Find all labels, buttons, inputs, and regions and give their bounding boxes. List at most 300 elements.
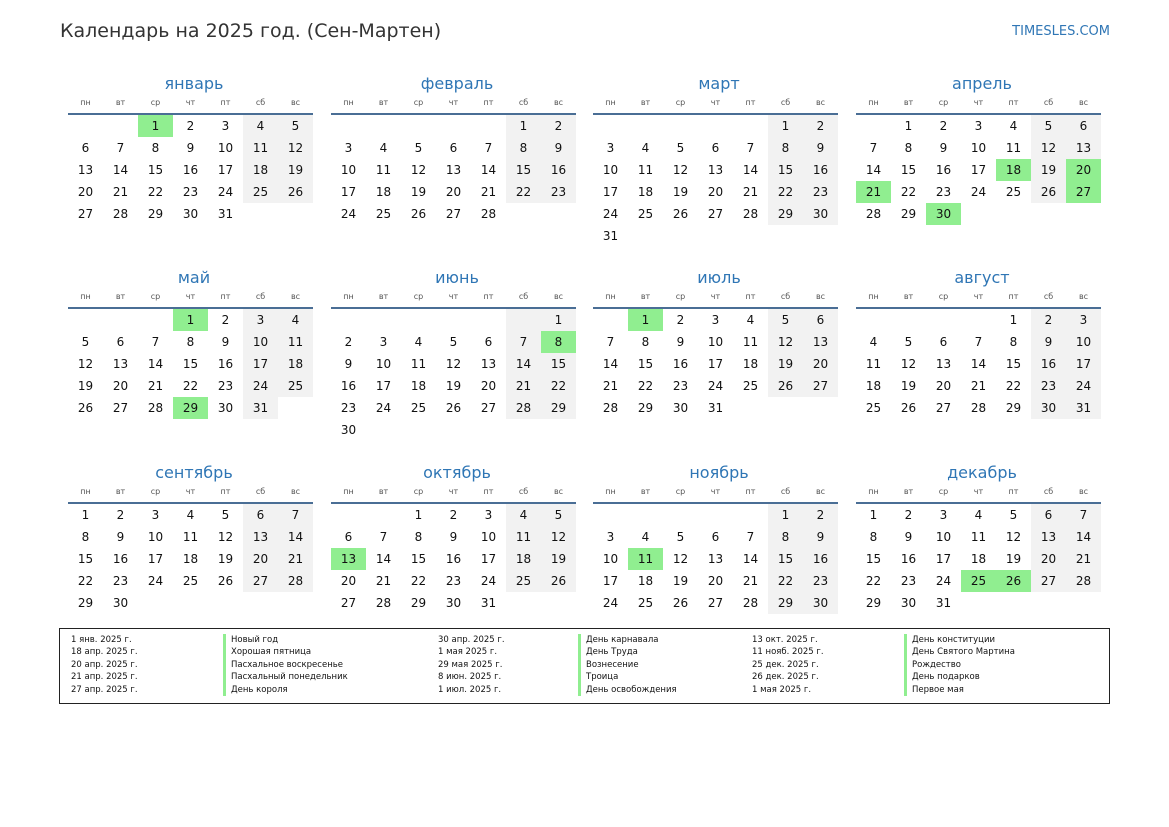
empty-cell — [401, 309, 436, 331]
day-cell: 13 — [1066, 137, 1101, 159]
weekday-label: пн — [80, 98, 91, 107]
holiday-day-cell: 1 — [138, 115, 173, 137]
legend-holiday-name: День карнавала — [578, 634, 677, 646]
empty-cell — [103, 115, 138, 137]
day-cell: 17 — [970, 163, 987, 177]
day-cell: 2 — [803, 504, 838, 526]
day-cell: 22 — [865, 574, 882, 588]
day-cell: 19 — [900, 379, 917, 393]
weekday-label: сб — [255, 487, 266, 496]
empty-cell — [663, 115, 698, 137]
day-cell: 12 — [278, 137, 313, 159]
legend-holiday-name: Новый год — [223, 634, 348, 646]
weekday-label: чт — [185, 98, 196, 107]
day-cell: 16 — [672, 357, 689, 371]
day-cell: 12 — [77, 357, 94, 371]
day-cell: 16 — [182, 163, 199, 177]
day-cell: 6 — [116, 335, 125, 349]
month-name: ноябрь — [689, 463, 749, 482]
legend-holiday-name: Хорошая пятница — [223, 646, 348, 658]
empty-cell — [366, 504, 401, 526]
legend-dates-2 — [438, 634, 505, 696]
legend-date: 26 дек. 2025 г. — [752, 672, 819, 683]
empty-cell — [471, 309, 506, 331]
weekday-header — [856, 96, 1101, 110]
day-cell: 22 — [410, 574, 427, 588]
day-cell: 1 — [768, 504, 803, 526]
day-cell: 29 — [541, 397, 576, 419]
day-cell: 14 — [742, 552, 759, 566]
day-cell: 3 — [379, 335, 388, 349]
day-cell: 5 — [676, 141, 685, 155]
page-title: Календарь на 2025 год. (Сен-Мартен) — [60, 20, 442, 42]
holiday-day-cell: 1 — [173, 309, 208, 331]
month-5 — [68, 267, 313, 419]
day-cell: 16 — [112, 552, 129, 566]
day-cell: 4 — [641, 141, 650, 155]
empty-cell — [68, 115, 103, 137]
weekday-header — [331, 485, 576, 499]
day-cell: 6 — [939, 335, 948, 349]
legend-names-2 — [578, 634, 677, 696]
weekday-header — [331, 290, 576, 304]
day-grid — [593, 504, 838, 614]
empty-cell — [401, 115, 436, 137]
month-11 — [593, 462, 838, 614]
day-cell: 6 — [1066, 115, 1101, 137]
day-cell: 31 — [217, 207, 234, 221]
empty-cell — [506, 309, 541, 331]
day-cell: 3 — [221, 119, 230, 133]
empty-cell — [593, 115, 628, 137]
day-cell: 18 — [243, 159, 278, 181]
day-cell: 13 — [445, 163, 462, 177]
empty-cell — [733, 504, 768, 526]
legend-holiday-name: День Святого Мартина — [904, 646, 1015, 658]
day-cell: 21 — [480, 185, 497, 199]
month-1 — [68, 73, 313, 225]
weekday-label: вт — [378, 98, 389, 107]
legend-holiday-name: Троица — [578, 671, 677, 683]
day-cell: 10 — [1066, 331, 1101, 353]
day-cell: 26 — [672, 207, 689, 221]
day-cell: 14 — [112, 163, 129, 177]
day-cell: 11 — [506, 526, 541, 548]
day-cell: 28 — [602, 401, 619, 415]
legend-date: 1 янв. 2025 г. — [71, 635, 132, 645]
day-cell: 6 — [344, 530, 353, 544]
day-cell: 16 — [541, 159, 576, 181]
day-cell: 16 — [445, 552, 462, 566]
day-cell: 4 — [379, 141, 388, 155]
day-cell: 18 — [278, 353, 313, 375]
weekday-label: пн — [80, 292, 91, 301]
empty-cell — [698, 115, 733, 137]
empty-cell — [733, 115, 768, 137]
holiday-day-cell: 13 — [331, 548, 366, 570]
holiday-legend — [59, 628, 1110, 704]
day-cell: 14 — [278, 526, 313, 548]
day-cell: 5 — [414, 141, 423, 155]
day-cell: 19 — [672, 185, 689, 199]
weekday-label: сб — [780, 292, 791, 301]
day-cell: 23 — [803, 570, 838, 592]
empty-cell — [436, 309, 471, 331]
empty-cell — [926, 309, 961, 331]
day-cell: 5 — [676, 530, 685, 544]
day-cell: 18 — [182, 552, 199, 566]
holiday-day-cell: 11 — [628, 548, 663, 570]
weekday-label: пт — [483, 487, 494, 496]
day-cell: 22 — [77, 574, 94, 588]
day-cell: 17 — [602, 185, 619, 199]
day-cell: 6 — [449, 141, 458, 155]
day-cell: 2 — [541, 115, 576, 137]
day-cell: 3 — [974, 119, 983, 133]
day-cell: 10 — [340, 163, 357, 177]
day-cell: 1 — [904, 119, 913, 133]
day-cell: 1 — [768, 115, 803, 137]
day-cell: 5 — [221, 508, 230, 522]
day-cell: 27 — [935, 401, 952, 415]
day-cell: 14 — [602, 357, 619, 371]
weekday-label: пт — [483, 292, 494, 301]
empty-cell — [68, 309, 103, 331]
day-cell: 26 — [541, 570, 576, 592]
day-cell: 4 — [974, 508, 983, 522]
legend-date: 18 апр. 2025 г. — [71, 647, 138, 658]
day-cell: 10 — [970, 141, 987, 155]
day-cell: 9 — [676, 335, 685, 349]
empty-cell — [331, 504, 366, 526]
day-cell: 4 — [746, 313, 755, 327]
day-cell: 10 — [375, 357, 392, 371]
day-cell: 8 — [768, 137, 803, 159]
day-cell: 12 — [445, 357, 462, 371]
legend-date: 1 мая 2025 г. — [752, 684, 812, 695]
day-cell: 26 — [900, 401, 917, 415]
weekday-label: вс — [1078, 487, 1089, 496]
legend-date: 8 июн. 2025 г. — [438, 672, 502, 683]
day-cell: 3 — [939, 508, 948, 522]
day-cell: 21 — [112, 185, 129, 199]
day-grid — [68, 504, 313, 614]
month-9 — [68, 462, 313, 614]
day-cell: 13 — [707, 552, 724, 566]
weekday-label: вс — [1078, 98, 1089, 107]
day-cell: 23 — [672, 379, 689, 393]
day-cell: 27 — [1031, 570, 1066, 592]
site-link[interactable]: TIMESLES.COM — [1012, 24, 1110, 39]
day-cell: 24 — [147, 574, 164, 588]
day-cell: 5 — [1009, 508, 1018, 522]
legend-holiday-name: Пасхальное воскресенье — [223, 659, 348, 671]
empty-cell — [103, 309, 138, 331]
day-cell: 16 — [340, 379, 357, 393]
weekday-header — [68, 485, 313, 499]
empty-cell — [856, 115, 891, 137]
day-cell: 22 — [182, 379, 199, 393]
day-cell: 28 — [1066, 570, 1101, 592]
weekday-label: сб — [518, 487, 529, 496]
day-cell: 17 — [375, 379, 392, 393]
day-cell: 8 — [869, 530, 878, 544]
day-cell: 11 — [865, 357, 882, 371]
day-cell: 27 — [707, 207, 724, 221]
day-cell: 7 — [379, 530, 388, 544]
day-cell: 22 — [768, 570, 803, 592]
weekday-label: чт — [710, 487, 721, 496]
day-cell: 17 — [707, 357, 724, 371]
empty-cell — [593, 309, 628, 331]
day-cell: 11 — [182, 530, 199, 544]
day-cell: 2 — [904, 508, 913, 522]
holiday-day-cell: 21 — [856, 181, 891, 203]
day-cell: 13 — [1031, 526, 1066, 548]
day-cell: 25 — [243, 181, 278, 203]
day-cell: 14 — [375, 552, 392, 566]
day-cell: 17 — [480, 552, 497, 566]
day-cell: 15 — [182, 357, 199, 371]
day-cell: 19 — [672, 574, 689, 588]
day-cell: 31 — [935, 596, 952, 610]
weekday-label: вт — [115, 487, 126, 496]
day-cell: 18 — [637, 574, 654, 588]
day-cell: 23 — [340, 401, 357, 415]
weekday-label: пн — [868, 292, 879, 301]
weekday-label: сб — [1043, 98, 1054, 107]
day-cell: 2 — [803, 115, 838, 137]
weekday-label: ср — [938, 487, 949, 496]
day-cell: 12 — [217, 530, 234, 544]
weekday-label: вс — [290, 487, 301, 496]
day-cell: 9 — [939, 141, 948, 155]
day-cell: 30 — [182, 207, 199, 221]
empty-cell — [891, 309, 926, 331]
weekday-header — [68, 290, 313, 304]
day-cell: 14 — [742, 163, 759, 177]
day-cell: 9 — [904, 530, 913, 544]
day-cell: 15 — [637, 357, 654, 371]
weekday-label: чт — [185, 292, 196, 301]
day-cell: 3 — [711, 313, 720, 327]
weekday-label: чт — [973, 292, 984, 301]
day-cell: 2 — [116, 508, 125, 522]
weekday-label: пн — [605, 98, 616, 107]
weekday-label: ср — [150, 98, 161, 107]
legend-holiday-name: День конституции — [904, 634, 1015, 646]
day-cell: 23 — [217, 379, 234, 393]
day-cell: 5 — [541, 504, 576, 526]
weekday-label: сб — [255, 98, 266, 107]
weekday-label: пт — [1008, 98, 1019, 107]
day-cell: 22 — [637, 379, 654, 393]
legend-date: 25 дек. 2025 г. — [752, 659, 819, 670]
day-cell: 20 — [445, 185, 462, 199]
weekday-label: ср — [413, 292, 424, 301]
day-grid — [331, 504, 576, 614]
day-cell: 19 — [445, 379, 462, 393]
day-cell: 7 — [116, 141, 125, 155]
day-cell: 7 — [484, 141, 493, 155]
holiday-day-cell: 8 — [541, 331, 576, 353]
day-cell: 3 — [344, 141, 353, 155]
empty-cell — [138, 309, 173, 331]
legend-holiday-name: Первое мая — [904, 684, 1015, 696]
day-cell: 2 — [676, 313, 685, 327]
weekday-label: сб — [255, 292, 266, 301]
day-cell: 11 — [375, 163, 392, 177]
day-cell: 9 — [541, 137, 576, 159]
weekday-header — [331, 96, 576, 110]
day-cell: 29 — [637, 401, 654, 415]
day-cell: 21 — [506, 375, 541, 397]
weekday-label: пн — [343, 487, 354, 496]
weekday-label: чт — [710, 98, 721, 107]
holiday-day-cell: 1 — [628, 309, 663, 331]
day-cell: 11 — [970, 530, 987, 544]
holiday-day-cell: 25 — [961, 570, 996, 592]
day-cell: 29 — [768, 203, 803, 225]
day-cell: 15 — [506, 159, 541, 181]
weekday-label: вт — [903, 487, 914, 496]
day-cell: 6 — [243, 504, 278, 526]
day-cell: 11 — [278, 331, 313, 353]
legend-dates-1 — [71, 634, 138, 696]
weekday-label: ср — [150, 292, 161, 301]
weekday-label: вс — [290, 292, 301, 301]
day-cell: 23 — [541, 181, 576, 203]
weekday-label: вс — [553, 292, 564, 301]
day-cell: 2 — [186, 119, 195, 133]
day-cell: 16 — [900, 552, 917, 566]
day-cell: 29 — [410, 596, 427, 610]
weekday-label: вс — [290, 98, 301, 107]
day-cell: 18 — [865, 379, 882, 393]
day-cell: 22 — [541, 375, 576, 397]
month-name: май — [177, 268, 211, 287]
day-cell: 19 — [278, 159, 313, 181]
day-cell: 8 — [506, 137, 541, 159]
empty-cell — [628, 504, 663, 526]
day-cell: 26 — [217, 574, 234, 588]
legend-holiday-name: Пасхальный понедельник — [223, 671, 348, 683]
day-cell: 21 — [602, 379, 619, 393]
day-cell: 25 — [637, 207, 654, 221]
day-cell: 17 — [935, 552, 952, 566]
day-cell: 19 — [217, 552, 234, 566]
day-cell: 7 — [506, 331, 541, 353]
empty-cell — [628, 115, 663, 137]
empty-cell — [856, 309, 891, 331]
weekday-label: ср — [675, 292, 686, 301]
day-cell: 10 — [480, 530, 497, 544]
day-cell: 1 — [81, 508, 90, 522]
day-cell: 16 — [217, 357, 234, 371]
day-cell: 12 — [672, 163, 689, 177]
day-cell: 28 — [480, 207, 497, 221]
weekday-label: чт — [710, 292, 721, 301]
day-cell: 5 — [1031, 115, 1066, 137]
day-cell: 1 — [541, 309, 576, 331]
legend-date: 27 апр. 2025 г. — [71, 684, 138, 695]
legend-dates-3 — [752, 634, 824, 696]
weekday-label: вт — [903, 98, 914, 107]
empty-cell — [436, 115, 471, 137]
month-name: январь — [164, 74, 224, 93]
holiday-day-cell: 20 — [1066, 159, 1101, 181]
day-cell: 24 — [1066, 375, 1101, 397]
day-cell: 10 — [707, 335, 724, 349]
day-cell: 31 — [480, 596, 497, 610]
day-cell: 6 — [484, 335, 493, 349]
weekday-label: вт — [640, 487, 651, 496]
day-cell: 7 — [974, 335, 983, 349]
day-cell: 9 — [116, 530, 125, 544]
day-cell: 30 — [217, 401, 234, 415]
day-cell: 27 — [77, 207, 94, 221]
day-cell: 20 — [77, 185, 94, 199]
day-cell: 27 — [707, 596, 724, 610]
legend-names-1 — [223, 634, 348, 696]
weekday-label: пт — [220, 292, 231, 301]
legend-holiday-name: День Труда — [578, 646, 677, 658]
weekday-label: пн — [80, 487, 91, 496]
day-cell: 9 — [344, 357, 353, 371]
day-cell: 24 — [707, 379, 724, 393]
legend-holiday-name: День подарков — [904, 671, 1015, 683]
day-cell: 5 — [768, 309, 803, 331]
day-cell: 28 — [112, 207, 129, 221]
month-name: декабрь — [947, 463, 1017, 482]
day-cell: 18 — [970, 552, 987, 566]
day-cell: 8 — [768, 526, 803, 548]
holiday-day-cell: 29 — [173, 397, 208, 419]
day-cell: 15 — [900, 163, 917, 177]
weekday-label: вс — [815, 292, 826, 301]
day-cell: 28 — [742, 596, 759, 610]
day-cell: 14 — [1066, 526, 1101, 548]
weekday-label: ср — [675, 487, 686, 496]
day-cell: 8 — [186, 335, 195, 349]
day-cell: 28 — [865, 207, 882, 221]
day-cell: 25 — [637, 596, 654, 610]
day-cell: 30 — [672, 401, 689, 415]
empty-cell — [663, 504, 698, 526]
day-cell: 20 — [480, 379, 497, 393]
day-cell: 23 — [935, 185, 952, 199]
day-cell: 19 — [541, 548, 576, 570]
day-cell: 2 — [344, 335, 353, 349]
day-cell: 15 — [768, 548, 803, 570]
day-cell: 1 — [506, 115, 541, 137]
day-cell: 5 — [278, 115, 313, 137]
day-cell: 26 — [445, 401, 462, 415]
day-grid — [593, 115, 838, 247]
day-cell: 20 — [1031, 548, 1066, 570]
month-name: июнь — [435, 268, 479, 287]
month-name: октябрь — [423, 463, 491, 482]
day-cell: 6 — [81, 141, 90, 155]
empty-cell — [331, 309, 366, 331]
month-name: апрель — [952, 74, 1012, 93]
legend-date: 20 апр. 2025 г. — [71, 659, 138, 670]
legend-names-3 — [904, 634, 1015, 696]
day-cell: 8 — [641, 335, 650, 349]
month-4 — [856, 73, 1101, 225]
day-grid — [856, 115, 1101, 225]
day-cell: 26 — [77, 401, 94, 415]
